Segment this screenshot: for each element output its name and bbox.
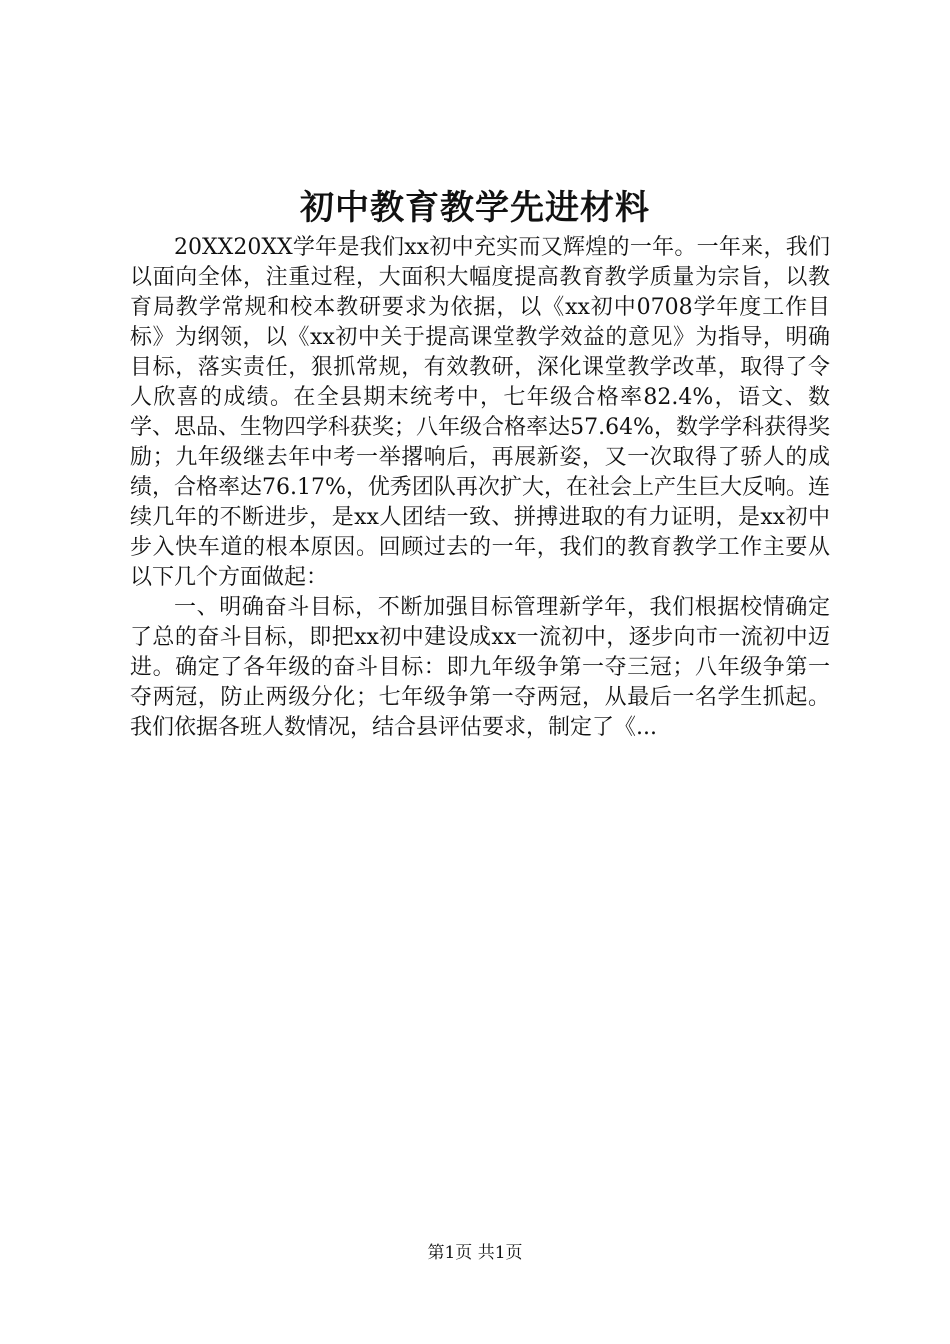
document-title: 初中教育教学先进材料 bbox=[300, 188, 650, 228]
paragraph-intro: 20XX20XX学年是我们xx初中充实而又辉煌的一年。一年来，我们以面向全体，注重过程，大面积大幅度提高教育教学质量为宗旨，以教育局教学常规和校本教研要求为依据，以《xx初中0708学年度工作目标》为纲领，以《xx初中关于提高课堂教学效益的意见》为指导，明确目标，落实责任，狠抓常规，有效教研，深化课堂教学改革，取得了令人欣喜的成绩。在全县期末统考中，七年级合格率82.4%，语文、数学、思品、生物四学科获奖；八年级合格率达57.64%，数学学科获得奖励；九年级继去年中考一举撂响后，再展新姿，又一次取得了骄人的成绩，合格率达76.17%，优秀团队再次扩大，在社会上产生巨大反响。连续几年的不断进步，是xx人团结一致、拼搏进取的有力证明，是xx初中步入快车道的根本原因。回顾过去的一年，我们的教育教学工作主要从以下几个方面做起： bbox=[130, 235, 830, 590]
document-body bbox=[130, 233, 830, 743]
page-number-footer: 第1页 共1页 bbox=[427, 1243, 523, 1263]
paragraph-section-one: 一、明确奋斗目标，不断加强目标管理新学年，我们根据校情确定了总的奋斗目标，即把xx初中建设成xx一流初中，逐步向市一流初中迈进。确定了各年级的奋斗目标：即九年级争第一夺三冠；八年级争第一夺两冠，防止两级分化；七年级争第一夺两冠，从最后一名学生抓起。我们依据各班人数情况，结合县评估要求，制定了《... bbox=[130, 595, 830, 740]
